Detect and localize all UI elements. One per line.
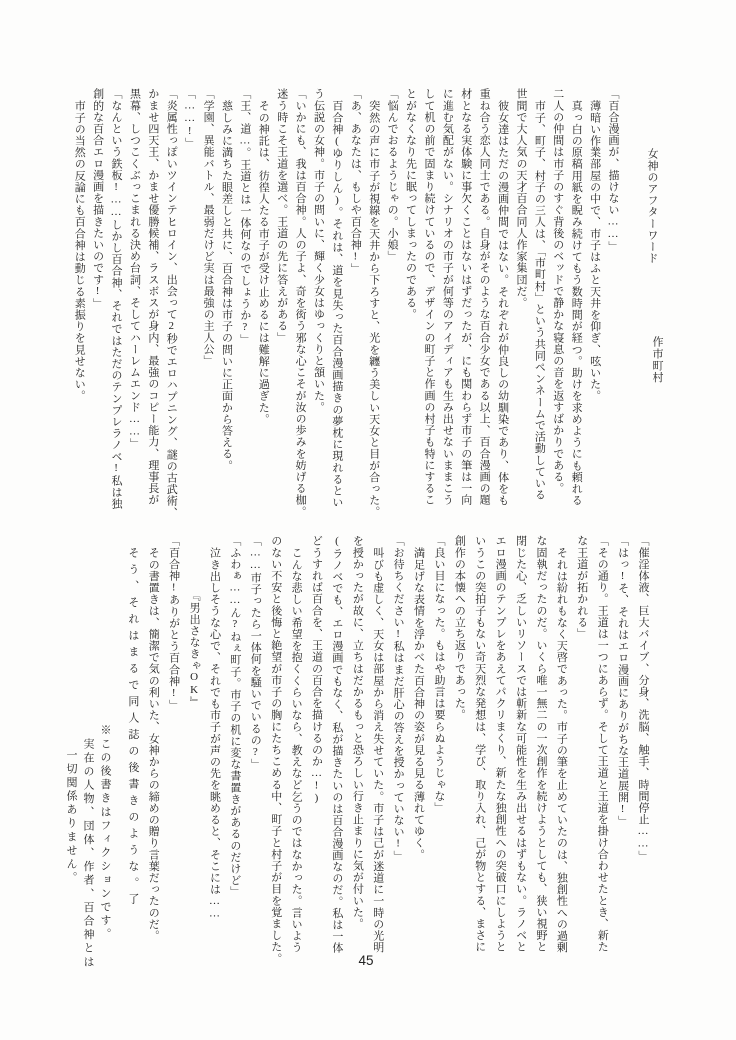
text-line: 材となる実体験に事欠くことはないはずだったが、にも関わらず市子の筆は一向 [459, 88, 472, 506]
text-line: 「なんという鉄板!……しかし百合神、それではただのテンプレラノベ!私は独 [110, 88, 123, 510]
text-line: 「良い目になった。もはや助言は要らぬようじゃな」 [432, 535, 445, 814]
text-line: 慈しみに満ちた眼差しと共に、百合神は市子の問いに正面から答える。 [220, 99, 233, 471]
text-line: 二人の仲間は市子のすぐ背後のベッドで静かな寝息の音を返すばかりである。 [551, 88, 564, 494]
text-line: 重ね合う恋人同士である。自身がそのような百合少女である以上、百合漫画の題 [478, 88, 491, 506]
text-line: 「いかにも、我は百合神。人の子よ、奇を衒う邪な心こそが汝の歩みを妨げる枷。 [294, 88, 307, 518]
text-line: 「王、道…。王道とは一体何なのでしょうか?」 [238, 88, 251, 346]
note-line: 一切関係ありません。 [65, 749, 77, 885]
byline-line [649, 336, 665, 382]
fin-mark: 了 [126, 893, 139, 905]
text-line: どうすれば百合を、王道の百合を描けるのか…!) [310, 535, 323, 805]
text-line: その神託は、彷徨人たる市子が受け止めるには難解に過ぎた。 [257, 99, 270, 425]
memo-quote-line: 『男出さなきゃOK』 [188, 590, 201, 708]
text-line: とがなくなり先に眠ってしまったのである。 [404, 88, 417, 320]
text-line: を授かったが故に、立ちはだかるもっと恐ろしい行き止まりに気が付いた。 [351, 535, 364, 930]
text-line: 黒幕、しつこくぶっこまれる決め台詞、そしてハーレムエンド……」 [128, 88, 141, 450]
author-name: 市町村 [651, 347, 663, 383]
text-line: な王道が拓かれる」 [575, 535, 588, 640]
text-line: 「学園、異能バトル、最弱だけど実は最強の主人公」 [202, 88, 215, 367]
title-text: 女神のアフターワード [646, 148, 658, 264]
closing-line [122, 535, 142, 969]
body-block-lower [122, 535, 653, 969]
text-line: 「……!」 [183, 88, 196, 149]
text-line: 「ふわぁ……ん?ねぇ町子。市子の机に変な書置きがあるのだけど」 [228, 535, 241, 898]
author-credit [649, 336, 665, 382]
body-block-upper [70, 88, 622, 540]
page-number: 45 [358, 953, 374, 968]
text-line: エロ漫画のテンプレをあえてパクリまくり、新たな独創性への突破口にしようと [494, 535, 507, 953]
text-line: 百合神(ゆりしん)。それは、道を見失った百合漫画描きの夢枕に現れるとい [330, 99, 343, 508]
text-line: 「あ、あなたは、もしや百合神!」 [349, 88, 362, 275]
text-line: 叫びも虚しく、天女は部屋から消え失せていた。市子は己が迷道に一時の光明 [371, 546, 384, 953]
text-line: して机の前で固まり続けているので、デザインの町子と作画の村子も特にするこ [422, 88, 435, 506]
text-line: いうこの突拍子もない奇天烈な発想は、学び、取り入れ、己が物とする、まさに [473, 535, 486, 953]
text-line: その書置きは、簡潔で気の利いた、女神からの締めの贈り言葉だったのだ。 [147, 546, 160, 941]
text-line: 「はっ!そ、それはエロ漫画にありがちな王道展開!」 [616, 535, 629, 827]
credit-label: 作 [651, 336, 663, 348]
text-line: う伝説の女神。市子の問いに、輝く少女はゆっくりと頷いた。 [312, 88, 325, 413]
text-line: 「……市子ったら一体何を騒いでいるの?」 [249, 535, 262, 770]
text-line: 「炎属性っぽいツインテヒロイン、出会って2秒でエロハプニング、謎の古武術、 [165, 88, 178, 519]
text-line: 「百合漫画が、描けない……」 [607, 88, 619, 253]
text-line: 泣き出しそうな心で、それでも市子が声の先を眺めると、そこには…… [208, 546, 221, 920]
text-line: 薄暗い作業部屋の中で、市子はふと天井を仰ぎ、呟いた。 [588, 99, 601, 402]
text-line: 「百合神!ありがとう百合神!」 [167, 535, 180, 711]
text-line: 市子、町子、村子の三人は、「市町村」という共同ペンネームで活動している [533, 99, 546, 501]
text-line: 世間で大人気の天才百合同人作家集団だ。 [514, 88, 527, 309]
disclaimer-note [62, 724, 113, 980]
text-line: 「お待ちください!私はまだ肝心の答えを授かっていない!」 [392, 535, 405, 862]
text-line: 市子の当然の反論にも百合神は動じる素振りを見せない。 [73, 99, 86, 402]
text-line: 創作の本懐への立ち返りであった。 [453, 535, 466, 721]
text-line: 突然の声に市子が視線を天井から下ろすと、光を纏う美しい天女と目が合った。 [367, 99, 380, 518]
text-line: (ラノベでも、エロ漫画でもなく、私が描きたいのは百合漫画なのだ。私は一体 [330, 535, 343, 954]
text-line: のない不安と後悔と絶望が市子の胸にたちこめる中、町子と村子が目を覚ました。 [269, 535, 282, 965]
closing-text: そう、それはまるで同人誌の後書きのような。 [126, 546, 139, 894]
text-line: な固執だったのだ。いくら唯一無二の一次創作を続けようとしても、狭い視野と [534, 535, 547, 953]
text-line: かませ四天王、かませ優勝候補、ラスボスが身内、最強のコピー能力、理事長が [146, 88, 159, 506]
text-line: 創的な百合エロ漫画を描きたいのです!」 [91, 88, 104, 310]
text-line: 「その通り。王道は一つにあらず。そして王道と王道を掛け合わせたとき、新た [596, 535, 609, 953]
note-line: 実在の人物、団体、作者、百合神とは [82, 738, 94, 970]
text-line: 「催淫体液、巨大バイブ、分身、洗脳、触手、時間停止……」 [637, 535, 649, 862]
text-line: 彼女達はただの漫画仲間ではない。それぞれが仲良しの幼馴染であり、体をも [496, 99, 509, 506]
text-line: こんな悲しい希望を抱くくらいなら、教えなど乞うのではなかった。言いよう [290, 546, 303, 953]
page-title [644, 148, 660, 264]
note-line: ※この後書きはフィクションです。 [99, 724, 111, 942]
text-line: に進む気配がない。シナリオの市子が何等のアイディアも生み出せないままこう [441, 88, 454, 506]
text-line: 満足げな表情を浮かべた百合神の姿が見る見る薄れてゆく。 [412, 546, 425, 860]
text-line: 迷う時こそ王道を選べ。王道の先に答えがある」 [275, 88, 288, 344]
text-line: 閉じた心、乏しいリソースでは斬新な可能性を生み出せるはずもない。ラノベと [514, 535, 527, 953]
text-line: 真っ白の原稿用紙を睨み続けてもう数時間が経つ。助けを求めようにも頼れる [570, 99, 583, 506]
text-line: 「悩んでおるようじゃの。小娘」 [386, 88, 399, 262]
text-line: それは紛れもなく天啓であった。市子の筆を止めていたのは、独創性への過剰 [555, 546, 568, 953]
